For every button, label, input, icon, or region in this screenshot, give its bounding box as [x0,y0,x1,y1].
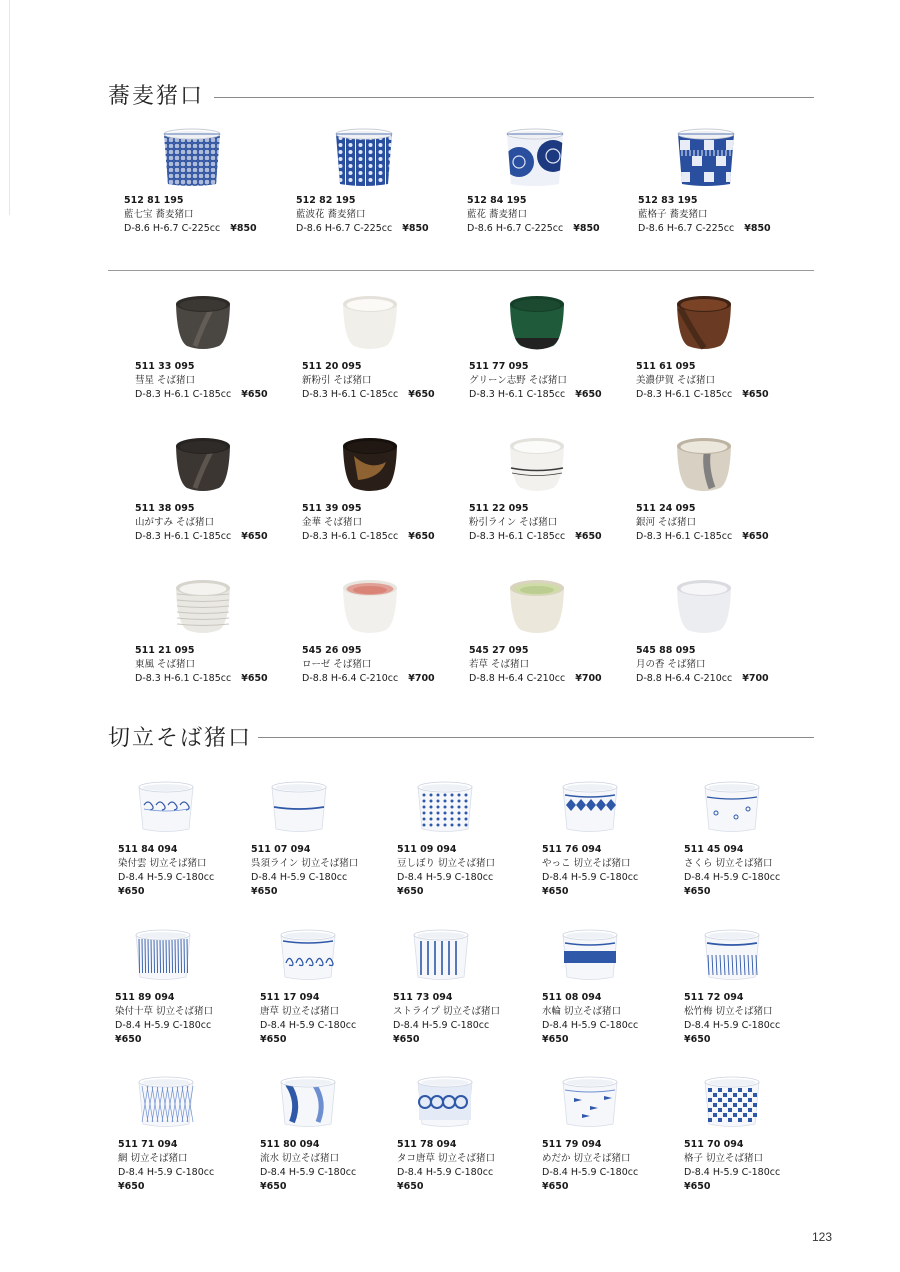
product-spec: D-8.6 H-6.7 C-225cc [638,223,735,234]
product-spec: D-8.4 H-5.9 C-180cc [115,1020,212,1031]
section-title-rule [214,97,814,98]
product-info [638,194,771,236]
product-price: ¥650 [260,1181,287,1192]
product-name: 藍波花 蕎麦猪口 [296,209,366,220]
section-title-rule [258,737,814,738]
product-code: 511 24 095 [636,503,696,514]
product-info [636,644,769,686]
product-code: 511 17 094 [260,992,320,1003]
product-info [260,991,356,1047]
product-code: 511 78 094 [397,1139,457,1150]
product-info [124,194,257,236]
spec-line [135,530,268,544]
product-name: 水輪 切立そば猪口 [542,1006,622,1017]
cup-image [684,1074,814,1132]
cup-image [636,578,776,638]
product-price: ¥650 [397,886,424,897]
product-name: 月の香 そば猪口 [636,659,706,670]
product-name: さくら 切立そば猪口 [684,858,773,869]
product-info [135,502,268,544]
cup-image [260,927,390,985]
product-spec: D-8.4 H-5.9 C-180cc [684,1167,781,1178]
product-info [542,991,638,1047]
product-code: 511 38 095 [135,503,195,514]
product-code: 511 72 094 [684,992,744,1003]
cup-image [115,927,245,985]
product-spec: D-8.4 H-5.9 C-180cc [542,872,639,883]
product-name: 松竹梅 切立そば猪口 [684,1006,773,1017]
cup-image [636,436,776,496]
product-price: ¥650 [115,1034,142,1045]
section-divider [108,270,814,271]
product-code: 511 84 094 [118,844,178,855]
product-code: 512 84 195 [467,195,527,206]
product-price: ¥650 [118,886,145,897]
product-name: 藍花 蕎麦猪口 [467,209,528,220]
product-name: 美濃伊賀 そば猪口 [636,375,716,386]
page-number: 123 [812,1230,833,1244]
product-code: 511 77 095 [469,361,529,372]
spec-line [469,672,602,686]
product-code: 545 88 095 [636,645,696,656]
product-spec: D-8.6 H-6.7 C-225cc [296,223,393,234]
product-info [636,502,769,544]
spec-line [469,388,602,402]
product-code: 511 70 094 [684,1139,744,1150]
product-name: 金華 そば猪口 [302,517,363,528]
spec-line [467,222,600,236]
spec-line [302,388,435,402]
product-name: 格子 切立そば猪口 [684,1153,764,1164]
cup-image [118,779,248,837]
product-info [467,194,600,236]
product-name: 粉引ライン そば猪口 [469,517,558,528]
product-code: 511 33 095 [135,361,195,372]
cup-image [260,1074,390,1132]
product-spec: D-8.4 H-5.9 C-180cc [684,872,781,883]
product-price: ¥650 [684,886,711,897]
spec-line [636,530,769,544]
product-info [302,360,435,402]
product-price: ¥650 [542,886,569,897]
cup-image [636,294,776,354]
product-price: ¥700 [575,673,602,684]
product-price: ¥650 [742,389,769,400]
cup-image [542,1074,672,1132]
product-price: ¥650 [575,389,602,400]
spec-line [638,222,771,236]
product-price: ¥650 [260,1034,287,1045]
product-name: 唐草 切立そば猪口 [260,1006,340,1017]
cup-image [135,436,275,496]
product-info [397,843,495,899]
cup-image [296,126,436,190]
cup-image [302,294,442,354]
cup-image [684,927,814,985]
cup-image [469,578,609,638]
spec-line [135,388,268,402]
product-name: 東風 そば猪口 [135,659,196,670]
cup-image [135,578,275,638]
product-code: 511 09 094 [397,844,457,855]
cup-image [469,294,609,354]
product-spec: D-8.8 H-6.4 C-210cc [469,673,566,684]
cup-image [467,126,607,190]
product-code: 511 39 095 [302,503,362,514]
product-info [115,991,213,1047]
product-info [684,843,780,899]
cup-image [135,294,275,354]
product-name: 銀河 そば猪口 [636,517,697,528]
product-price: ¥650 [241,389,268,400]
product-spec: D-8.3 H-6.1 C-185cc [302,531,399,542]
product-price: ¥700 [408,673,435,684]
product-price: ¥650 [241,531,268,542]
product-name: 呉須ライン 切立そば猪口 [251,858,359,869]
product-price: ¥850 [402,223,429,234]
product-info [302,502,435,544]
product-name: 染付十草 切立そば猪口 [115,1006,214,1017]
product-code: 511 79 094 [542,1139,602,1150]
product-code: 511 61 095 [636,361,696,372]
product-spec: D-8.4 H-5.9 C-180cc [542,1020,639,1031]
product-price: ¥650 [684,1034,711,1045]
cup-image [393,927,523,985]
product-name: 流水 切立そば猪口 [260,1153,340,1164]
product-name: 網 切立そば猪口 [118,1153,188,1164]
cup-image [251,779,381,837]
cup-image [542,779,672,837]
product-code: 512 82 195 [296,195,356,206]
product-name: タコ唐草 切立そば猪口 [397,1153,496,1164]
spec-line [296,222,429,236]
product-spec: D-8.4 H-5.9 C-180cc [393,1020,490,1031]
product-info [684,991,780,1047]
cup-image [542,927,672,985]
product-info [636,360,769,402]
product-code: 511 80 094 [260,1139,320,1150]
product-spec: D-8.4 H-5.9 C-180cc [397,872,494,883]
product-info [135,360,268,402]
product-name: 彗星 そば猪口 [135,375,196,386]
product-name: 新粉引 そば猪口 [302,375,372,386]
product-price: ¥700 [742,673,769,684]
product-spec: D-8.3 H-6.1 C-185cc [302,389,399,400]
product-info [393,991,500,1047]
product-price: ¥650 [575,531,602,542]
product-info [118,1138,214,1194]
product-info [302,644,435,686]
product-price: ¥650 [542,1034,569,1045]
product-price: ¥650 [118,1181,145,1192]
product-spec: D-8.3 H-6.1 C-185cc [469,389,566,400]
product-code: 511 22 095 [469,503,529,514]
cup-image [397,779,527,837]
product-spec: D-8.4 H-5.9 C-180cc [251,872,348,883]
product-code: 511 20 095 [302,361,362,372]
product-code: 511 07 094 [251,844,311,855]
product-code: 511 21 095 [135,645,195,656]
product-code: 512 83 195 [638,195,698,206]
product-price: ¥650 [393,1034,420,1045]
cup-image [118,1074,248,1132]
cup-image [684,779,814,837]
product-price: ¥650 [408,389,435,400]
cup-image [638,126,778,190]
product-info [251,843,358,899]
product-price: ¥650 [397,1181,424,1192]
product-code: 545 27 095 [469,645,529,656]
product-name: 藍七宝 蕎麦猪口 [124,209,194,220]
product-spec: D-8.4 H-5.9 C-180cc [542,1167,639,1178]
product-name: やっこ 切立そば猪口 [542,858,631,869]
product-spec: D-8.4 H-5.9 C-180cc [260,1167,357,1178]
product-name: 染付雲 切立そば猪口 [118,858,207,869]
product-info [542,1138,638,1194]
product-name: 藍格子 蕎麦猪口 [638,209,708,220]
product-spec: D-8.8 H-6.4 C-210cc [302,673,399,684]
product-price: ¥650 [241,673,268,684]
product-code: 545 26 095 [302,645,362,656]
product-spec: D-8.4 H-5.9 C-180cc [118,1167,215,1178]
product-spec: D-8.8 H-6.4 C-210cc [636,673,733,684]
product-spec: D-8.4 H-5.9 C-180cc [118,872,215,883]
page-edge-rule [9,0,10,215]
product-info [118,843,214,899]
product-name: 豆しぼり 切立そば猪口 [397,858,496,869]
cup-image [302,578,442,638]
product-spec: D-8.6 H-6.7 C-225cc [124,223,221,234]
spec-line [135,672,268,686]
product-name: 山がすみ そば猪口 [135,517,215,528]
spec-line [302,530,435,544]
spec-line [469,530,602,544]
product-spec: D-8.3 H-6.1 C-185cc [135,673,232,684]
spec-line [302,672,435,686]
product-code: 511 73 094 [393,992,453,1003]
cup-image [469,436,609,496]
spec-line [636,388,769,402]
product-price: ¥850 [573,223,600,234]
product-spec: D-8.3 H-6.1 C-185cc [636,389,733,400]
product-spec: D-8.4 H-5.9 C-180cc [397,1167,494,1178]
product-code: 511 71 094 [118,1139,178,1150]
product-spec: D-8.6 H-6.7 C-225cc [467,223,564,234]
product-price: ¥650 [251,886,278,897]
cup-image [397,1074,527,1132]
product-code: 511 89 094 [115,992,175,1003]
product-spec: D-8.4 H-5.9 C-180cc [260,1020,357,1031]
spec-line [636,672,769,686]
product-code: 511 08 094 [542,992,602,1003]
product-info [542,843,638,899]
product-price: ¥850 [744,223,771,234]
product-spec: D-8.3 H-6.1 C-185cc [135,389,232,400]
product-price: ¥650 [684,1181,711,1192]
product-price: ¥650 [742,531,769,542]
product-info [684,1138,780,1194]
product-info [469,644,602,686]
spec-line [124,222,257,236]
cup-image [124,126,264,190]
product-name: グリーン志野 そば猪口 [469,375,567,386]
product-info [397,1138,495,1194]
product-price: ¥850 [230,223,257,234]
product-info [260,1138,356,1194]
product-name: 若草 そば猪口 [469,659,530,670]
product-price: ¥650 [408,531,435,542]
section-title-soba: 蕎麦猪口 [108,84,205,109]
cup-image [302,436,442,496]
product-price: ¥650 [542,1181,569,1192]
product-code: 511 45 094 [684,844,744,855]
product-name: めだか 切立そば猪口 [542,1153,631,1164]
product-spec: D-8.3 H-6.1 C-185cc [135,531,232,542]
product-name: ストライプ 切立そば猪口 [393,1006,500,1017]
product-spec: D-8.3 H-6.1 C-185cc [469,531,566,542]
product-info [469,502,602,544]
product-code: 511 76 094 [542,844,602,855]
product-info [135,644,268,686]
section-title-kiritate: 切立そば猪口 [108,726,253,751]
product-name: ローゼ そば猪口 [302,659,372,670]
product-info [296,194,429,236]
product-info [469,360,602,402]
product-spec: D-8.4 H-5.9 C-180cc [684,1020,781,1031]
product-code: 512 81 195 [124,195,184,206]
product-spec: D-8.3 H-6.1 C-185cc [636,531,733,542]
